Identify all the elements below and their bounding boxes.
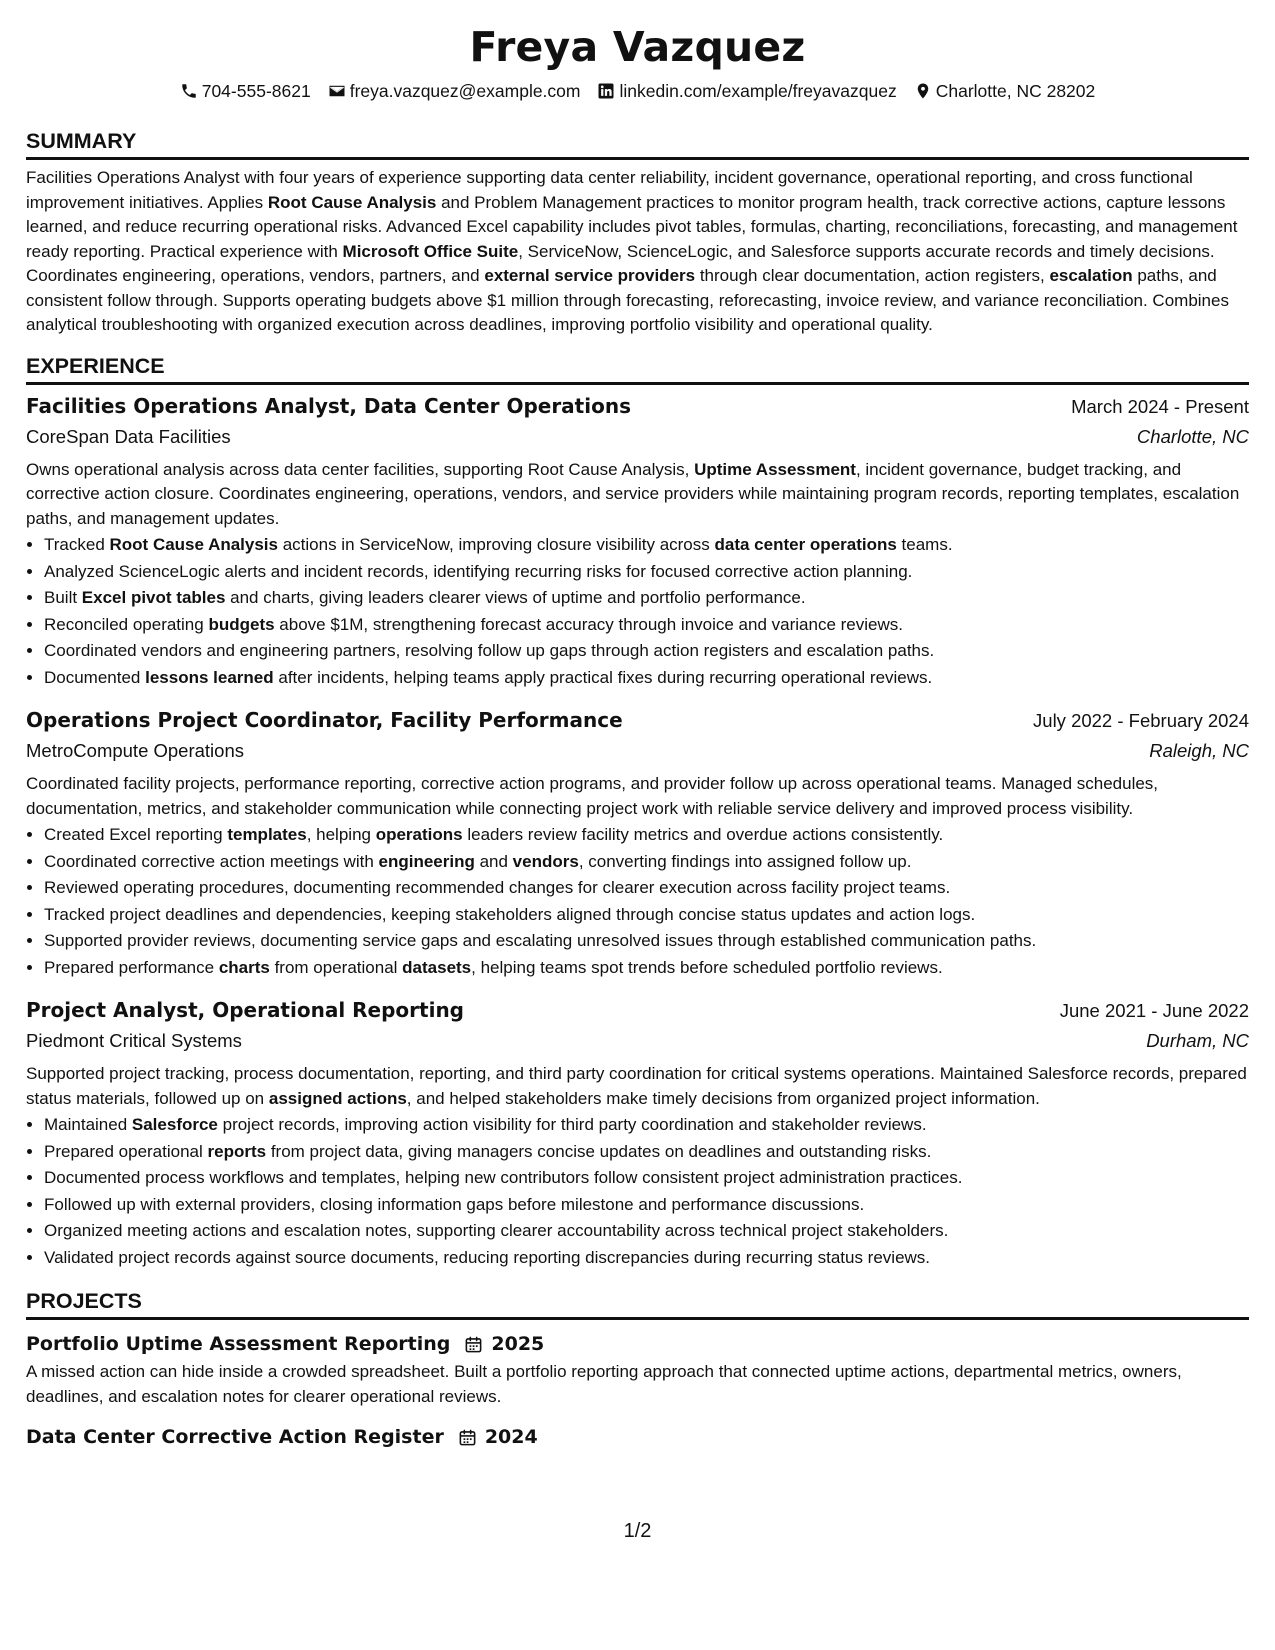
text-run: Created Excel reporting bbox=[44, 825, 228, 844]
job-company: CoreSpan Data Facilities bbox=[26, 425, 231, 447]
job-bullets bbox=[26, 532, 1249, 691]
bold-keyword: datasets bbox=[402, 957, 472, 977]
text-run: Analyzed ScienceLogic alerts and incident records, identifying recurring risks for focused corrective action planning. bbox=[44, 561, 913, 581]
bullet-item bbox=[44, 585, 1249, 612]
job-bullets bbox=[26, 1112, 1249, 1271]
text-run: teams. bbox=[896, 535, 953, 554]
bullet-item bbox=[44, 1218, 1249, 1245]
text-run: Prepared performance bbox=[44, 957, 219, 977]
text-run: above $1M, strengthening forecast accuracy through invoice and variance reviews. bbox=[274, 614, 903, 634]
contact-location bbox=[914, 78, 1096, 104]
text-run: , helping bbox=[306, 825, 376, 844]
bullet-item bbox=[44, 955, 1249, 982]
calendar-icon bbox=[458, 1335, 483, 1354]
text-run: Reviewed operating procedures, documenting recommended changes for clearer execution across facility project teams. bbox=[44, 878, 951, 897]
text-run: Maintained bbox=[44, 1115, 132, 1134]
experience-section bbox=[26, 353, 1249, 1272]
candidate-name: Freya Vazquez bbox=[469, 23, 806, 71]
bold-keyword: escalation bbox=[1049, 266, 1133, 285]
section-title-summary: SUMMARY bbox=[26, 128, 1249, 160]
project-entry bbox=[26, 1423, 1249, 1451]
text-run: Tracked project deadlines and dependencies, keeping stakeholders aligned through concise status updates and action logs. bbox=[44, 904, 976, 924]
bold-keyword: Salesforce bbox=[131, 1115, 218, 1134]
resume-page bbox=[26, 18, 1249, 1451]
contact-email[interactable] bbox=[328, 78, 581, 104]
text-run: leaders review facility metrics and overdue actions consistently. bbox=[462, 825, 944, 844]
bold-keyword: Uptime Assessment bbox=[694, 459, 856, 479]
job-entry bbox=[26, 705, 1249, 981]
page-number: 1/2 bbox=[623, 1520, 652, 1542]
email-link[interactable]: freya.vazquez@example.com bbox=[349, 81, 581, 101]
text-run: Documented bbox=[44, 667, 146, 687]
phone-icon bbox=[180, 82, 198, 100]
job-entry bbox=[26, 995, 1249, 1271]
text-run: actions in ServiceNow, improving closure visibility across bbox=[278, 535, 715, 554]
bullet-item bbox=[44, 822, 1249, 849]
calendar-icon bbox=[452, 1428, 477, 1447]
bold-keyword: Microsoft Office Suite bbox=[342, 241, 519, 261]
bullet-item bbox=[44, 875, 1249, 902]
bullet-item bbox=[44, 638, 1249, 665]
job-title: Project Analyst, Operational Reporting bbox=[26, 998, 464, 1022]
phone-number: 704-555-8621 bbox=[201, 81, 311, 101]
text-run: and bbox=[474, 851, 513, 871]
bold-keyword: budgets bbox=[208, 614, 275, 634]
text-run: from project data, giving managers concise updates on deadlines and outstanding risks. bbox=[266, 1141, 932, 1161]
bold-keyword: lessons learned bbox=[145, 667, 274, 687]
contact-bar bbox=[26, 78, 1249, 104]
section-title-experience: EXPERIENCE bbox=[26, 353, 1249, 385]
job-company: Piedmont Critical Systems bbox=[26, 1030, 242, 1051]
bullet-item bbox=[44, 849, 1249, 876]
job-location: Raleigh, NC bbox=[1149, 740, 1249, 761]
text-run: Supported provider reviews, documenting service gaps and escalating unresolved issues through established communication paths. bbox=[44, 931, 1037, 950]
summary-section bbox=[26, 128, 1249, 338]
bullet-item bbox=[44, 612, 1249, 639]
section-title-projects: PROJECTS bbox=[26, 1288, 1249, 1320]
text-run: Owns operational analysis across data center facilities, supporting Root Cause Analysis, bbox=[26, 459, 695, 479]
job-dates: March 2024 - Present bbox=[1071, 395, 1249, 417]
bold-keyword: vendors bbox=[512, 851, 579, 871]
text-run: Reconciled operating bbox=[44, 614, 209, 634]
bullet-item bbox=[44, 1112, 1249, 1139]
project-entry bbox=[26, 1330, 1249, 1409]
projects-section bbox=[26, 1288, 1249, 1451]
bold-keyword: data center operations bbox=[714, 535, 897, 554]
job-dates: June 2021 - June 2022 bbox=[1059, 1000, 1249, 1021]
text-run: Facilities Operations Analyst with four years of experience supporting data center reliability, incident governance, operational reporting, and cross functional improvement initiatives. Applies bbox=[26, 168, 1193, 212]
job-title: Facilities Operations Analyst, Data Center Operations bbox=[26, 393, 631, 418]
project-name: Data Center Corrective Action Register bbox=[26, 1426, 444, 1448]
text-run: project records, improving action visibility for third party coordination and stakeholder reviews. bbox=[217, 1115, 927, 1134]
bullet-item bbox=[44, 1165, 1249, 1192]
project-year: 2025 bbox=[491, 1333, 545, 1355]
contact-linkedin[interactable] bbox=[597, 78, 896, 104]
text-run: Supported project tracking, process documentation, reporting, and third party coordination for critical systems operations. Maintained Salesforce records, prepared status materials, followed up on bbox=[26, 1064, 1247, 1108]
job-dates: July 2022 - February 2024 bbox=[1033, 710, 1249, 731]
bullet-item bbox=[44, 559, 1249, 586]
bullet-item bbox=[44, 665, 1249, 692]
job-description bbox=[26, 458, 1249, 532]
bold-keyword: reports bbox=[207, 1141, 267, 1161]
text-run: , converting findings into assigned follow up. bbox=[578, 851, 912, 871]
text-run: after incidents, helping teams apply practical fixes during recurring operational reviews. bbox=[273, 667, 933, 687]
bold-keyword: charts bbox=[218, 957, 270, 977]
text-run: Organized meeting actions and escalation notes, supporting clearer accountability across technical project stakeholders. bbox=[44, 1221, 949, 1240]
text-run: Validated project records against source documents, reducing reporting discrepancies during recurring status reviews. bbox=[44, 1247, 931, 1267]
job-location: Charlotte, NC bbox=[1136, 425, 1249, 447]
text-run: through clear documentation, action registers, bbox=[695, 266, 1050, 285]
envelope-icon bbox=[328, 82, 346, 100]
bold-keyword: Root Cause Analysis bbox=[109, 535, 278, 554]
project-year: 2024 bbox=[484, 1426, 538, 1448]
project-description: A missed action can hide inside a crowded spreadsheet. Built a portfolio reporting approach that connected uptime actions, departmental metrics, owners, deadlines, and escalation notes for clearer operational reviews. bbox=[26, 1362, 1182, 1406]
job-description bbox=[26, 1062, 1249, 1111]
text-run: Followed up with external providers, closing information gaps before milestone and performance discussions. bbox=[44, 1194, 865, 1214]
text-run: Built bbox=[44, 588, 82, 607]
text-run: Tracked bbox=[44, 535, 110, 554]
map-pin-icon bbox=[914, 82, 932, 100]
job-location: Durham, NC bbox=[1146, 1030, 1249, 1051]
bullet-item bbox=[44, 1245, 1249, 1272]
job-company: MetroCompute Operations bbox=[26, 740, 244, 761]
text-run: , incident governance, budget tracking, and corrective action closure. Coordinates engineering, operations, vendors, and service providers while maintaining program records, reporting templates, escalation paths, and management updates. bbox=[26, 459, 1240, 528]
text-run: paths, and consistent follow through. Supports operating budgets above $1 million through forecasting, reforecasting, invoice review, and variance reconciliation. Combines analytical troubleshooting with organized execution across deadlines, improving portfolio visibility and operational quality. bbox=[26, 266, 1229, 334]
job-entry bbox=[26, 391, 1249, 692]
bold-keyword: assigned actions bbox=[268, 1088, 407, 1108]
text-run: Coordinated corrective action meetings with bbox=[44, 851, 379, 871]
text-run: and charts, giving leaders clearer views of uptime and portfolio performance. bbox=[225, 588, 806, 607]
contact-phone bbox=[180, 78, 311, 104]
bold-keyword: operations bbox=[375, 825, 463, 844]
text-run: and Problem Management practices to monitor program health, track corrective actions, capture lessons learned, and reduce recurring operational risks. Advanced Excel capability includes pivot tables, formulas, charting, reconciliations, forecasting, and management ready reporting. Practical experience with bbox=[26, 192, 1238, 261]
job-description bbox=[26, 772, 1249, 821]
summary-text bbox=[26, 166, 1249, 338]
location-text: Charlotte, NC 28202 bbox=[935, 81, 1096, 101]
project-name: Portfolio Uptime Assessment Reporting bbox=[26, 1333, 451, 1355]
text-run: , and helped stakeholders make timely decisions from organized project information. bbox=[406, 1088, 1040, 1108]
bullet-item bbox=[44, 1139, 1249, 1166]
text-run: from operational bbox=[269, 957, 403, 977]
bold-keyword: Root Cause Analysis bbox=[267, 192, 437, 212]
text-run: , ServiceNow, ScienceLogic, and Salesforce supports accurate records and timely decisions. Coordinates engineering, operations, vendors, partners, and bbox=[26, 241, 1215, 285]
bold-keyword: external service providers bbox=[484, 266, 696, 285]
bullet-item bbox=[44, 928, 1249, 955]
bold-keyword: engineering bbox=[378, 851, 475, 871]
bold-keyword: templates bbox=[227, 825, 307, 844]
linkedin-icon bbox=[597, 82, 615, 100]
job-bullets bbox=[26, 822, 1249, 981]
job-title: Operations Project Coordinator, Facility Performance bbox=[26, 708, 623, 732]
bold-keyword: Excel pivot tables bbox=[81, 588, 226, 607]
linkedin-link[interactable]: linkedin.com/example/freyavazquez bbox=[619, 81, 897, 101]
text-run: Coordinated facility projects, performance reporting, corrective action programs, and provider follow up across operational teams. Managed schedules, documentation, metrics, and stakeholder communication while connecting project work with reliable service delivery and improved process visibility. bbox=[26, 774, 1159, 818]
bullet-item bbox=[44, 532, 1249, 559]
text-run: Coordinated vendors and engineering partners, resolving follow up gaps through action registers and escalation paths. bbox=[44, 641, 935, 660]
text-run: Documented process workflows and templates, helping new contributors follow consistent project administration practices. bbox=[44, 1168, 963, 1187]
text-run: Prepared operational bbox=[44, 1141, 208, 1161]
bullet-item bbox=[44, 902, 1249, 929]
text-run: , helping teams spot trends before scheduled portfolio reviews. bbox=[471, 957, 943, 977]
bullet-item bbox=[44, 1192, 1249, 1219]
